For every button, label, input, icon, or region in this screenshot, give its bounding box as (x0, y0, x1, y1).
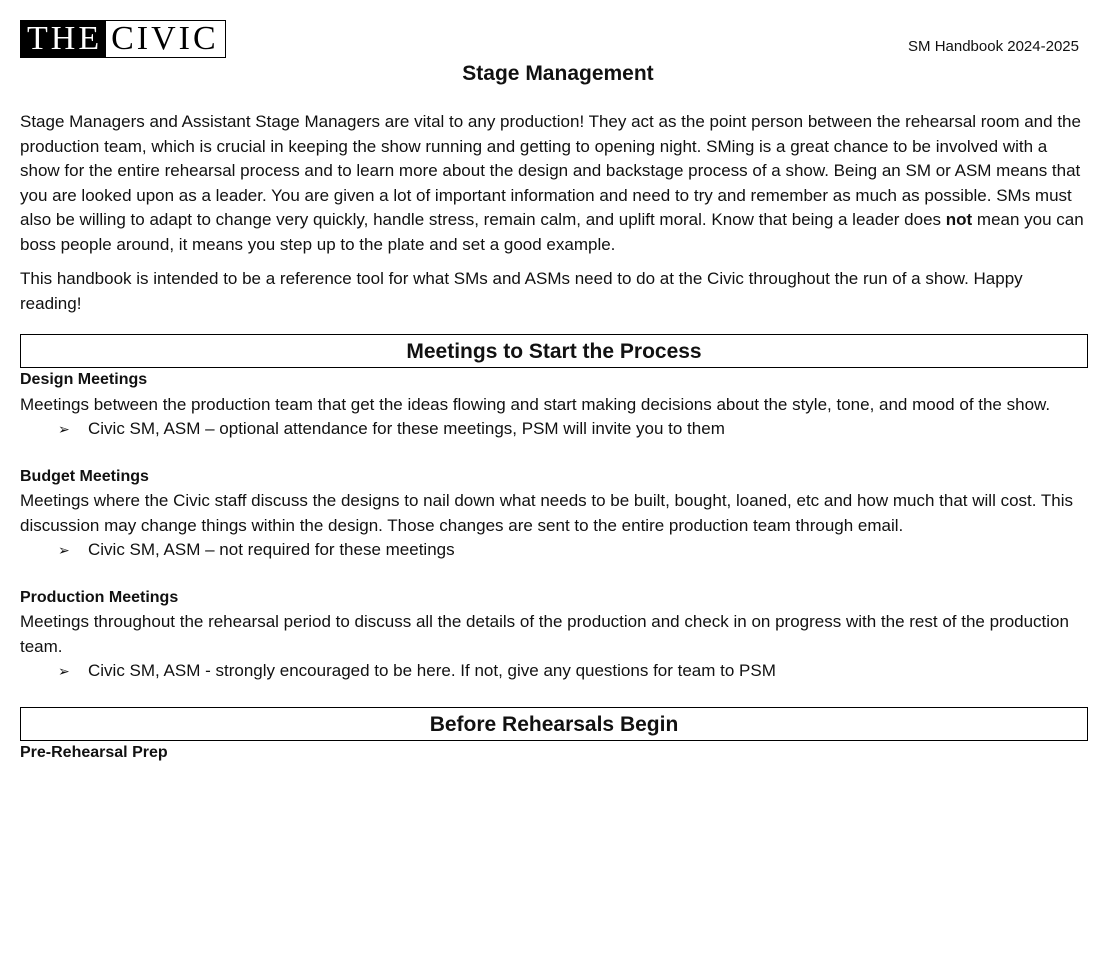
design-meetings-body: Meetings between the production team that get the ideas flowing and start making decisions about the style, tone, and mood of the show. (20, 394, 1051, 414)
page-title: Stage Management (462, 62, 654, 85)
bullet-arrow-icon: ➢ (58, 542, 70, 558)
budget-meetings-body: Meetings where the Civic staff discuss the designs to nail down what needs to be built, bought, loaned, etc and how much that will cost. This discussion may change things within the design. Those changes are sent to the entire production team through email. (20, 491, 1074, 535)
bullet-arrow-icon: ➢ (58, 421, 70, 437)
bullet-text: Civic SM, ASM – not required for these meetings (88, 540, 455, 559)
intro-text-1b: mean you can boss people around, it means you step up to the plate and set a good example. (20, 210, 1084, 254)
handbook-label: SM Handbook 2024-2025 (908, 38, 1079, 55)
civic-logo (20, 20, 226, 58)
budget-meetings-bullet (20, 538, 1088, 563)
bullet-text: Civic SM, ASM – optional attendance for these meetings, PSM will invite you to them (88, 419, 725, 438)
section-heading-before-rehearsals: Before Rehearsals Begin (20, 707, 1088, 741)
design-meetings-bullet (20, 417, 1088, 442)
intro-paragraph-2: This handbook is intended to be a reference tool for what SMs and ASMs need to do at the Civic throughout the run of a show. Happy reading! (20, 269, 1023, 313)
logo-civic: CIVIC (106, 21, 225, 57)
intro-bold-not: not (945, 210, 973, 229)
document-body (20, 110, 1088, 765)
production-meetings-body: Meetings throughout the rehearsal period to discuss all the details of the production and check in on progress with the rest of the production team. (20, 612, 1069, 656)
intro-text-1a: Stage Managers and Assistant Stage Managers are vital to any production! They act as the point person between the rehearsal room and the production team, which is crucial in keeping the show running and getting to opening night. SMing is a great chance to be involved with a show for the entire rehearsal process and to learn more about the design and backstage process of a show. Being an SM or ASM means that you are looked upon as a leader. You are given a lot of important information and need to try and remember as much as possible. SMs must also be willing to adapt to change very quickly, handle stress, remain calm, and uplift moral. Know that being a leader does (20, 112, 1081, 229)
section-heading-meetings: Meetings to Start the Process (20, 334, 1088, 368)
production-meetings-bullet (20, 659, 1088, 684)
budget-meetings-heading: Budget Meetings (20, 467, 149, 485)
bullet-arrow-icon: ➢ (58, 663, 70, 679)
bullet-text: Civic SM, ASM - strongly encouraged to be here. If not, give any questions for team to PSM (88, 661, 776, 680)
logo-the: THE (21, 21, 106, 57)
production-meetings-heading: Production Meetings (20, 588, 179, 606)
intro-paragraph-1 (20, 110, 1088, 257)
pre-rehearsal-prep-heading: Pre-Rehearsal Prep (20, 743, 168, 761)
design-meetings-heading: Design Meetings (20, 371, 148, 388)
